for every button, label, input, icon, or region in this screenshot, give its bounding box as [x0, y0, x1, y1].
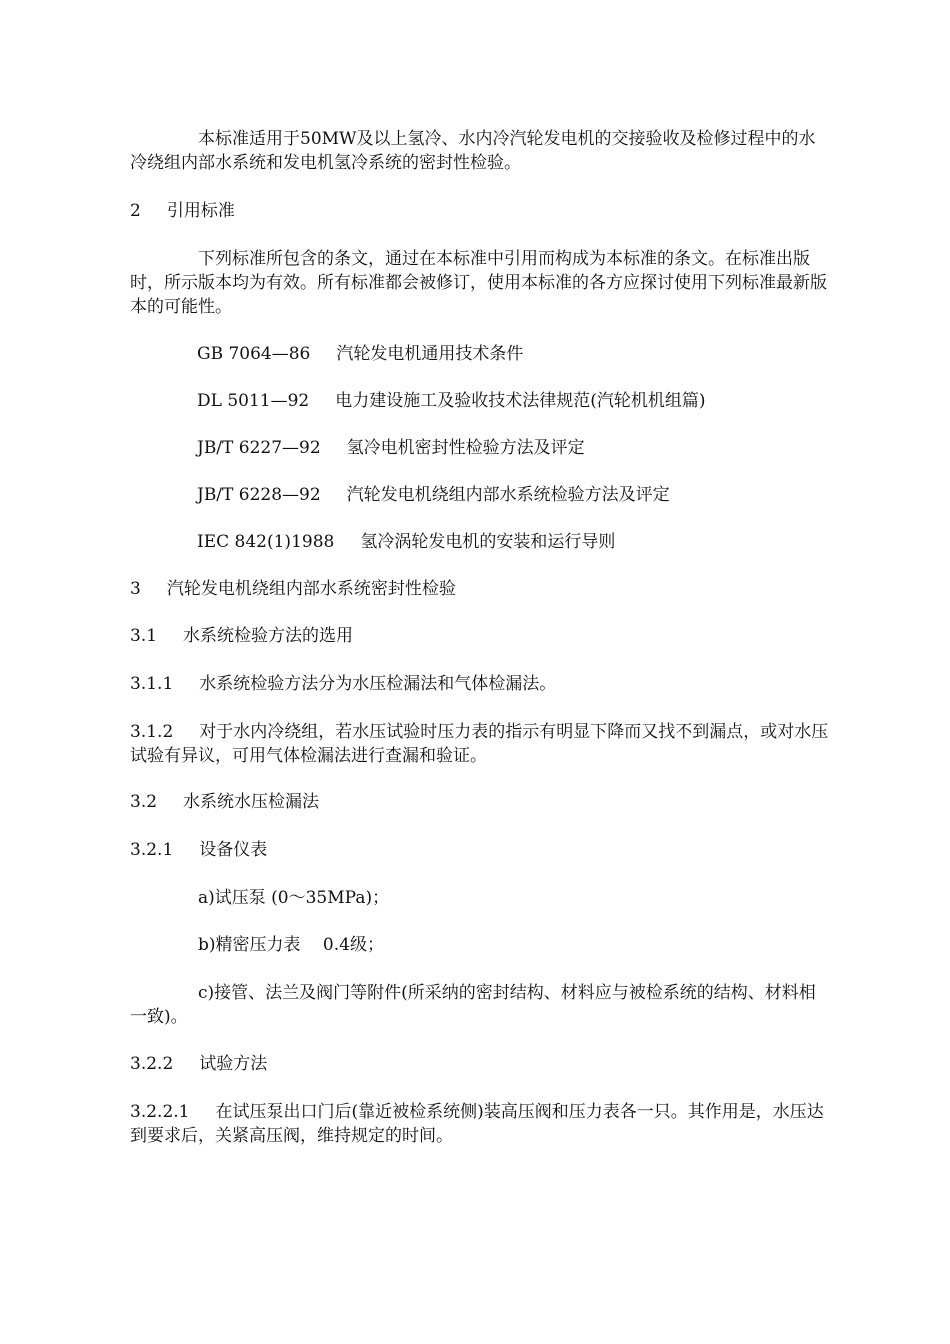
- equipment-item-c: c)接管、法兰及阀门等附件(所采纳的密封结构、材料应与被检系统的结构、材料相一致)。: [130, 983, 816, 1027]
- reference-title: 氢冷涡轮发电机的安装和运行导则: [360, 532, 616, 552]
- reference-item: [197, 483, 837, 507]
- clause-3-2-1-heading: [130, 838, 830, 862]
- clause-title: 水系统水压检漏法: [183, 792, 320, 812]
- section-2-heading: [130, 199, 830, 223]
- equipment-item-a: a)试压泵 (0～35MPa)；: [198, 888, 390, 908]
- clause-title: 设备仪表: [199, 840, 268, 860]
- clause-number: 3.2.1: [130, 840, 174, 860]
- reference-title: 汽轮发电机通用技术条件: [336, 344, 524, 364]
- clause-3-1-2: [130, 720, 830, 768]
- reference-code: JB/T 6227—92: [197, 438, 321, 458]
- reference-item: [197, 342, 837, 366]
- clause-title: 水系统检验方法的选用: [183, 626, 354, 646]
- clause-3-2-2-heading: [130, 1052, 830, 1076]
- clause-number: 3.2.2: [130, 1054, 174, 1074]
- equipment-item-b: b)精密压力表 0.4级；: [198, 935, 384, 955]
- clause-3-2-heading: [130, 790, 830, 814]
- section-title: 引用标准: [166, 201, 235, 221]
- reference-code: IEC 842(1)1988: [197, 532, 335, 552]
- clause-title: 试验方法: [199, 1054, 268, 1074]
- section-title: 汽轮发电机绕组内部水系统密封性检验: [166, 579, 456, 599]
- reference-code: JB/T 6228—92: [197, 485, 321, 505]
- clause-number: 3.1.1: [130, 674, 174, 694]
- clause-3-2-2-1: [130, 1100, 830, 1148]
- clause-3-1-1: [130, 672, 830, 696]
- section-3-heading: [130, 577, 830, 601]
- section-number: 2: [130, 201, 141, 221]
- clause-number: 3.1.2: [130, 722, 174, 742]
- section-2-paragraph: 下列标准所包含的条文，通过在本标准中引用而构成为本标准的条文。在标准出版时，所示版本均为有效。所有标准都会被修订，使用本标准的各方应探讨使用下列标准最新版本的可能性。: [130, 249, 827, 317]
- section-number: 3: [130, 579, 141, 599]
- reference-item: [197, 389, 837, 413]
- clause-text: 对于水内冷绕组，若水压试验时压力表的指示有明显下降而又找不到漏点，或对水压试验有异议，可用气体检漏法进行查漏和验证。: [130, 722, 829, 766]
- reference-code: DL 5011—92: [197, 391, 310, 411]
- reference-title: 电力建设施工及验收技术法律规范(汽轮机机组篇): [335, 391, 706, 411]
- clause-3-1-heading: [130, 624, 830, 648]
- clause-text: 水系统检验方法分为水压检漏法和气体检漏法。: [199, 674, 557, 694]
- reference-item: [197, 436, 837, 460]
- reference-code: GB 7064—86: [197, 344, 311, 364]
- reference-item: [197, 530, 837, 554]
- clause-number: 3.1: [130, 626, 158, 646]
- clause-number: 3.2: [130, 792, 158, 812]
- intro-paragraph: 本标准适用于50MW及以上氢冷、水内冷汽轮发电机的交接验收及检修过程中的水冷绕组内部水系统和发电机氢冷系统的密封性检验。: [130, 129, 816, 173]
- reference-title: 氢冷电机密封性检验方法及评定: [346, 438, 585, 458]
- clause-text: 在试压泵出口门后(靠近被检系统侧)装高压阀和压力表各一只。其作用是，水压达到要求后，关紧高压阀，维持规定的时间。: [130, 1102, 824, 1146]
- clause-number: 3.2.2.1: [130, 1102, 190, 1122]
- reference-title: 汽轮发电机绕组内部水系统检验方法及评定: [346, 485, 670, 505]
